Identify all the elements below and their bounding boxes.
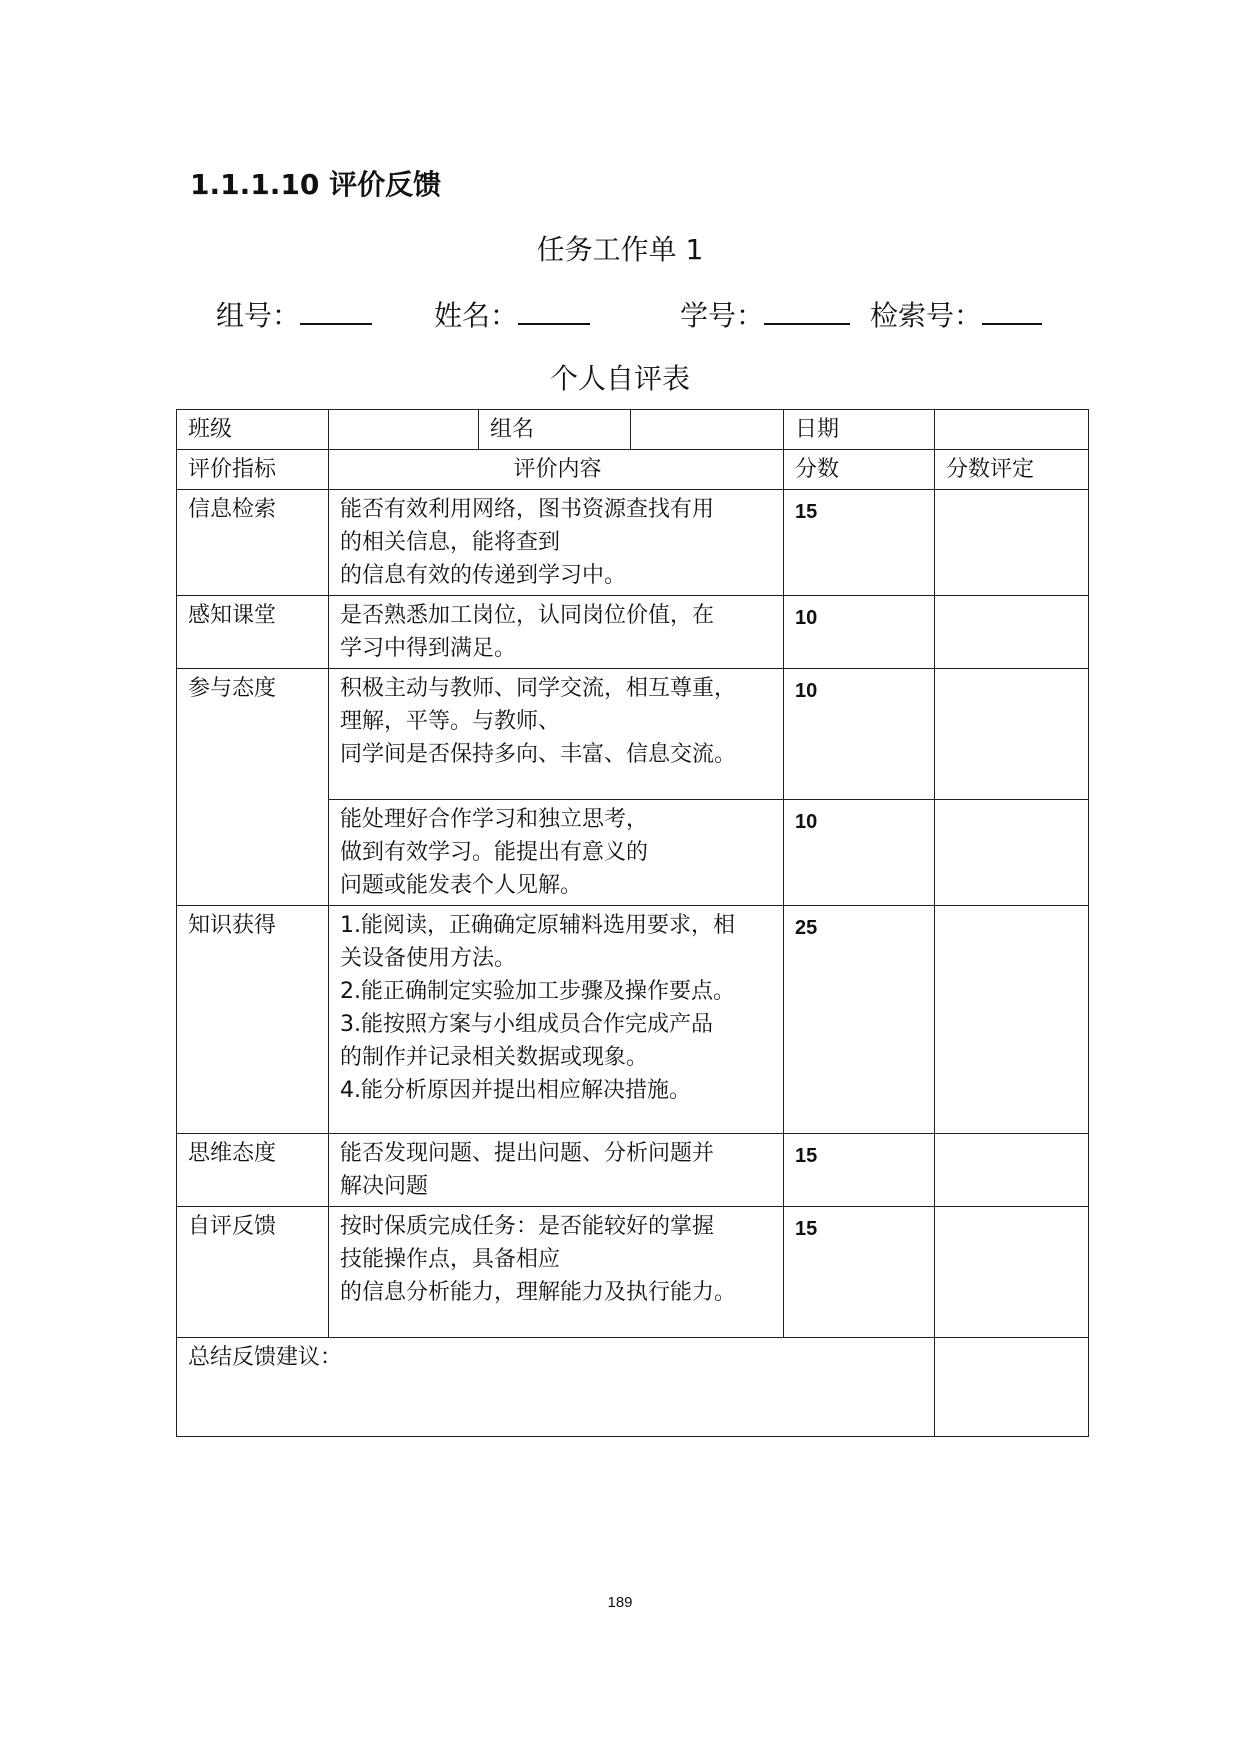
- score-cell: 10: [784, 596, 935, 669]
- indicator-cell: 自评反馈: [177, 1207, 329, 1338]
- table-row: [177, 490, 1089, 596]
- rating-cell[interactable]: [935, 800, 1089, 906]
- header-score: 分数: [784, 450, 935, 490]
- group-name-label: 组名: [479, 410, 631, 450]
- content-line: 的制作并记录相关数据或现象。: [340, 1045, 649, 1070]
- name-label: 姓名：: [434, 299, 519, 332]
- score-cell: 10: [784, 800, 935, 906]
- summary-row: [177, 1338, 1089, 1437]
- search-number-field[interactable]: [870, 294, 1042, 334]
- student-number-blank[interactable]: [764, 295, 850, 325]
- identity-fields: [0, 294, 1240, 334]
- table-row: [177, 596, 1089, 669]
- table-title: 个人自评表: [549, 362, 690, 395]
- search-number-blank[interactable]: [982, 295, 1042, 325]
- content-line: 1.能阅读，正确确定原辅料选用要求，相: [340, 913, 735, 938]
- indicator-cell: 参与态度: [177, 669, 329, 906]
- content-line: 理解，平等。与教师、: [340, 709, 561, 734]
- section-heading: 1.1.1.10 评价反馈: [190, 168, 442, 201]
- self-evaluation-table: [176, 409, 1089, 1437]
- header-rating: 分数评定: [935, 450, 1089, 490]
- group-number-label: 组号：: [216, 299, 301, 332]
- score-cell: 15: [784, 1207, 935, 1338]
- content-line: 技能操作点，具备相应: [340, 1247, 561, 1272]
- rating-cell[interactable]: [935, 906, 1089, 1134]
- content-line: 2.能正确制定实验加工步骤及操作要点。: [340, 979, 735, 1004]
- content-line: 做到有效学习。能提出有意义的: [340, 840, 649, 865]
- content-cell: [329, 1207, 784, 1338]
- header-row: [177, 450, 1089, 490]
- header-content: 评价内容: [329, 450, 784, 490]
- date-value-cell[interactable]: [935, 410, 1089, 450]
- content-cell: [329, 800, 784, 906]
- class-info-row: [177, 410, 1089, 450]
- rating-cell[interactable]: [935, 669, 1089, 800]
- content-cell: [329, 1134, 784, 1207]
- indicator-cell: 信息检索: [177, 490, 329, 596]
- content-cell: [329, 669, 784, 800]
- student-number-field[interactable]: [680, 294, 850, 334]
- page-number: 189: [607, 1594, 633, 1611]
- name-blank[interactable]: [518, 295, 590, 325]
- content-cell: [329, 596, 784, 669]
- content-line: 积极主动与教师、同学交流，相互尊重，: [340, 676, 737, 701]
- content-line: 4.能分析原因并提出相应解决措施。: [340, 1078, 691, 1103]
- score-cell: 15: [784, 1134, 935, 1207]
- class-value-cell[interactable]: [329, 410, 479, 450]
- score-cell: 25: [784, 906, 935, 1134]
- sheet-title: 任务工作单 1: [536, 233, 704, 266]
- content-line: 解决问题: [340, 1174, 429, 1199]
- header-indicator: 评价指标: [177, 450, 329, 490]
- table-row: [177, 906, 1089, 1134]
- content-cell: [329, 906, 784, 1134]
- table-row: [177, 669, 1089, 800]
- indicator-cell: 知识获得: [177, 906, 329, 1134]
- score-cell: 10: [784, 669, 935, 800]
- rating-cell[interactable]: [935, 490, 1089, 596]
- score-cell: 15: [784, 490, 935, 596]
- rating-cell[interactable]: [935, 1207, 1089, 1338]
- name-field[interactable]: [434, 294, 590, 334]
- content-line: 的相关信息，能将查到: [340, 530, 561, 555]
- summary-feedback-label: 总结反馈建议：: [188, 1345, 343, 1370]
- summary-rating-cell[interactable]: [935, 1338, 1089, 1437]
- group-number-field[interactable]: [216, 294, 372, 334]
- indicator-cell: 思维态度: [177, 1134, 329, 1207]
- content-line: 的信息有效的传递到学习中。: [340, 563, 627, 588]
- content-line: 能否有效利用网络，图书资源查找有用: [340, 497, 715, 522]
- content-line: 能处理好合作学习和独立思考，: [340, 807, 649, 832]
- class-label: 班级: [177, 410, 329, 450]
- group-number-blank[interactable]: [300, 295, 372, 325]
- group-name-value-cell[interactable]: [631, 410, 784, 450]
- rating-cell[interactable]: [935, 1134, 1089, 1207]
- content-line: 同学间是否保持多向、丰富、信息交流。: [340, 742, 737, 767]
- date-label: 日期: [784, 410, 935, 450]
- content-cell: [329, 490, 784, 596]
- content-line: 3.能按照方案与小组成员合作完成产品: [340, 1012, 713, 1037]
- table-row: [177, 1134, 1089, 1207]
- content-line: 能否发现问题、提出问题、分析问题并: [340, 1141, 715, 1166]
- content-line: 学习中得到满足。: [340, 636, 517, 661]
- content-line: 关设备使用方法。: [340, 946, 517, 971]
- content-line: 的信息分析能力，理解能力及执行能力。: [340, 1280, 737, 1305]
- indicator-cell: 感知课堂: [177, 596, 329, 669]
- search-number-label: 检索号：: [870, 299, 983, 332]
- table-row: [177, 1207, 1089, 1338]
- student-number-label: 学号：: [680, 299, 765, 332]
- content-line: 按时保质完成任务：是否能较好的掌握: [340, 1214, 715, 1239]
- rating-cell[interactable]: [935, 596, 1089, 669]
- content-line: 是否熟悉加工岗位，认同岗位价值，在: [340, 603, 715, 628]
- content-line: 问题或能发表个人见解。: [340, 873, 583, 898]
- summary-feedback-cell[interactable]: [177, 1338, 935, 1437]
